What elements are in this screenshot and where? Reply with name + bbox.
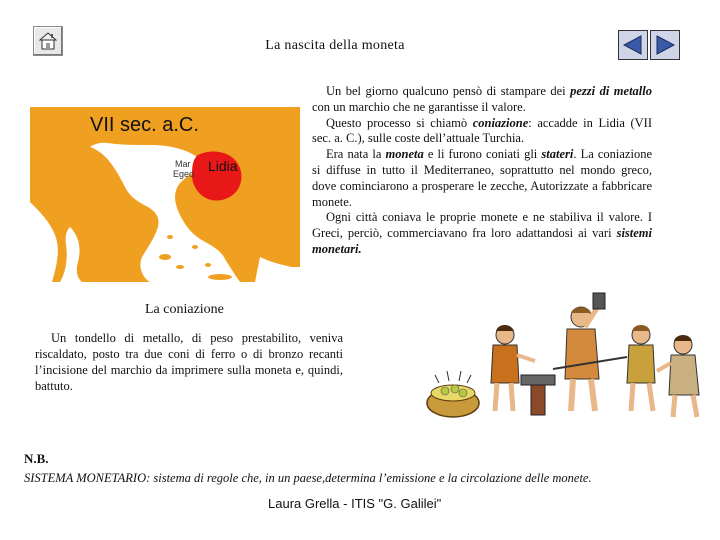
map-heading: VII sec. a.C.: [90, 114, 199, 136]
minting-illustration: [413, 283, 715, 425]
coniazione-text: Un tondello di metallo, di peso prestabilito, veniva riscaldato, posto tra due coni di ferro o di bronzo recanti l’incisione del marchio da imprimere sulla moneta e, quindi, battuto.: [35, 331, 343, 393]
home-icon: [34, 27, 62, 55]
page-title: La nascita della moneta: [265, 38, 405, 53]
note-text: SISTEMA MONETARIO: sistema di regole che, in un paese,determina l’emissione e la circolazione delle monete.: [24, 471, 592, 485]
lydia-map: [30, 107, 300, 282]
coniazione-heading: La coniazione: [145, 302, 224, 317]
triangle-right-icon: [651, 31, 679, 59]
map-sea-label-2: Egeo: [173, 169, 195, 179]
previous-button[interactable]: [618, 30, 648, 60]
map-region-label: Lidia: [208, 158, 238, 174]
triangle-left-icon: [619, 31, 647, 59]
author-credit: Laura Grella - ITIS "G. Galilei": [268, 496, 442, 511]
intro-text: Un bel giorno qualcuno pensò di stampare dei pezzi di metallo con un marchio che ne garantisse il valore. Questo processo si chiamò coniazione: accadde in Lidia (VII sec. a. C.), sulle coste dell’attuale Turchia. Era nata la moneta e li furono coniati gli stateri. La coniazione si diffuse in tutto il Mediterraneo, soprattutto nel mondo greco, dove cominciarono a prosperare le zecche, Autorizzate a fabbricare monete. Ogni città coniava le proprie monete e ne stabiliva il valore. I Greci, perciò, commerciavano fra loro adattandosi ai vari sistemi monetari.: [312, 84, 653, 256]
next-button[interactable]: [650, 30, 680, 60]
note-label: N.B.: [24, 451, 49, 466]
home-button[interactable]: [33, 26, 63, 56]
map-sea-label-1: Mar: [175, 159, 191, 169]
